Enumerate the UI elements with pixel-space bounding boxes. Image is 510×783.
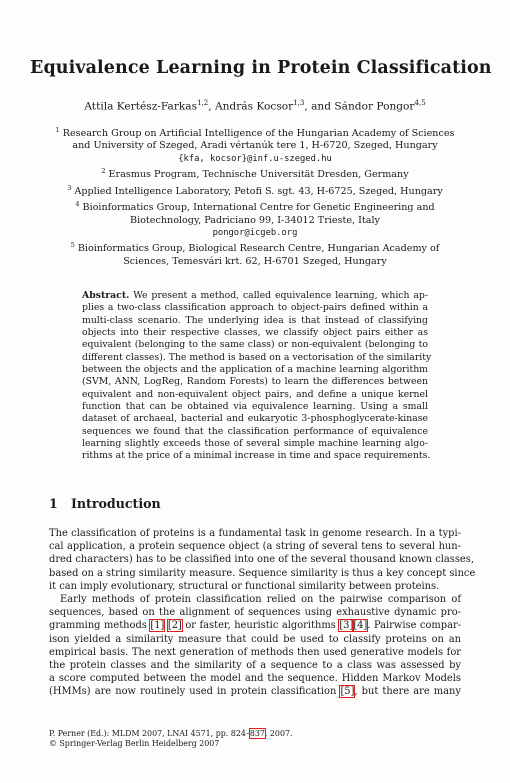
abstract-line: equivalent and non-equivalent object pairs, and define a unique kernel: [82, 388, 428, 400]
affiliation-text: Bioinformatics Group, International Centre for Genetic Engineering and: [82, 202, 435, 214]
citation-link[interactable]: [1]: [150, 620, 165, 632]
body-line: the protein classes and the similarity of a sequence to a class was assessed by: [49, 659, 461, 671]
author-affiliation-marker: 4,5: [414, 99, 426, 107]
footer-text: P. Perner (Ed.): MLDM 2007, LNAI 4571, pp. 824–: [49, 729, 250, 738]
body-text-span: , but there are many: [354, 686, 461, 698]
paper-title: Equivalence Learning in Protein Classification: [30, 58, 492, 78]
body-line: empirical basis. The next generation of methods then used generative models for: [49, 646, 461, 658]
body-line: Early methods of protein classification relied on the pairwise comparison of: [60, 593, 461, 605]
author-name: Attila Kertész-Farkas: [84, 100, 198, 113]
author-name: András Kocsor: [214, 100, 294, 113]
body-line: sequences, based on the alignment of sequences using exhaustive dynamic pro-: [49, 607, 461, 619]
affiliation-text: Research Group on Artificial Intelligence of the Hungarian Academy of Sciences: [62, 128, 455, 140]
affiliation-line: [30, 124, 480, 140]
abstract-label: Abstract.: [82, 290, 130, 301]
affiliation-line: and University of Szeged, Aradi vértanúk tere 1, H-6720, Szeged, Hungary: [72, 140, 438, 152]
email-address[interactable]: pongor@icgeb.org: [212, 227, 298, 238]
footer-text: , 2007.: [264, 729, 293, 738]
abstract-line: between the objects and the application of a machine learning algorithm: [82, 364, 428, 376]
section-number: 1: [49, 496, 58, 511]
affiliation-line: [30, 182, 480, 198]
body-line: ison yielded a similarity measure that could be used to classify proteins on an: [49, 633, 461, 645]
citation-link[interactable]: [4]: [353, 620, 368, 632]
page-number-link[interactable]: 837: [249, 729, 265, 738]
body-line: based on a string similarity measure. Sequence similarity is thus a key concept since: [49, 567, 476, 579]
body-text-span: or faster, heuristic algorithms: [185, 620, 336, 632]
email-address[interactable]: {kfa, kocsor}@inf.u-szeged.hu: [178, 153, 332, 164]
affiliation-block: [30, 124, 480, 268]
body-line: [49, 685, 461, 698]
abstract-line: plies a two-class classification approach to object-pairs defined within a: [82, 302, 428, 314]
author-affiliation-marker: 1,2: [197, 99, 209, 107]
body-line: a score computed between the model and the sequence. Hidden Markov Models: [49, 673, 461, 685]
affiliation-marker: 5: [70, 241, 75, 250]
abstract-text: We present a method, called equivalence learning, which ap-: [133, 290, 428, 301]
page-footer: [49, 729, 293, 749]
body-text: [49, 527, 476, 698]
abstract-line: dataset of archaeal, bacterial and eukaryotic 3-phosphoglycerate-kinase: [82, 413, 428, 425]
abstract-line: multi-class scenario. The underlying idea is that instead of classifying: [82, 314, 428, 326]
abstract-line: objects into their respective classes, we classify object pairs either as: [82, 327, 428, 339]
citation-link[interactable]: [3]: [339, 620, 354, 632]
footer-copyright: © Springer-Verlag Berlin Heidelberg 2007: [49, 739, 220, 748]
author-name: Sándor Pongor: [334, 100, 415, 113]
citation-link[interactable]: [2]: [167, 620, 182, 632]
body-text-span: gramming methods: [49, 620, 147, 632]
body-line: [49, 619, 461, 632]
affiliation-text: Bioinformatics Group, Biological Research Centre, Hungarian Academy of: [77, 243, 440, 255]
abstract-line: equivalent (belonging to the same class) or non-equivalent (belonging to: [82, 339, 428, 351]
body-text-span: . Pairwise compar-: [367, 620, 462, 632]
footer-citation: [49, 729, 293, 739]
body-line: it can imply evolutionary, structural or functional similarity between proteins.: [49, 580, 440, 592]
author-affiliation-marker: 1,3: [293, 99, 305, 107]
affiliation-marker: 2: [101, 167, 106, 176]
affiliation-line: Biotechnology, Padriciano 99, I-34012 Trieste, Italy: [130, 214, 380, 226]
abstract-line: sequences we found that the classification performance of equivalence: [82, 425, 428, 437]
citation-link[interactable]: [5]: [340, 686, 355, 698]
author-separator: , and: [304, 100, 332, 113]
body-text-span: (HMMs) are now routinely used in protein classification: [49, 686, 337, 698]
affiliation-line: [30, 165, 480, 181]
section-title: Introduction: [71, 496, 161, 511]
abstract-line: rithms at the price of a minimal increase in time and space requirements.: [82, 450, 431, 462]
affiliation-line: [30, 239, 480, 255]
body-line: The classification of proteins is a fundamental task in genome research. In a typi-: [49, 528, 461, 539]
affiliation-marker: 1: [55, 126, 60, 134]
abstract-line: different classes). The method is based on a vectorisation of the similarity: [82, 351, 432, 363]
abstract-line: learning slightly exceeds those of several simple machine learning algo-: [82, 438, 428, 450]
affiliation-marker: 4: [75, 200, 80, 209]
abstract: [82, 290, 432, 463]
abstract-line: (SVM, ANN, LogReg, Random Forests) to learn the differences between: [82, 376, 428, 388]
section-heading: [49, 496, 161, 511]
author-list: Attila Kertész-Farkas$^{1,2}$, András Kocsor$^{1,3}$, and Sándor Pongor$^{4,5}$: [84, 99, 426, 113]
affiliation-marker: 3: [67, 183, 72, 192]
affiliation-text: Applied Intelligence Laboratory, Petofi S. sgt. 43, H-6725, Szeged, Hungary: [74, 185, 443, 197]
affiliation-line: Sciences, Temesvári krt. 62, H-6701 Szeged, Hungary: [123, 255, 387, 267]
abstract-line: [82, 290, 428, 302]
body-line: cal application, a protein sequence object (a string of several tens to several hun-: [49, 541, 461, 553]
abstract-line: function that can be obtained via equivalence learning. Using a small: [82, 401, 428, 413]
body-line: dred characters) has to be classified into one of the several thousand known classes,: [49, 554, 474, 566]
affiliation-line: [30, 198, 480, 214]
affiliation-text: Erasmus Program, Technische Universität Dresden, Germany: [108, 169, 409, 181]
